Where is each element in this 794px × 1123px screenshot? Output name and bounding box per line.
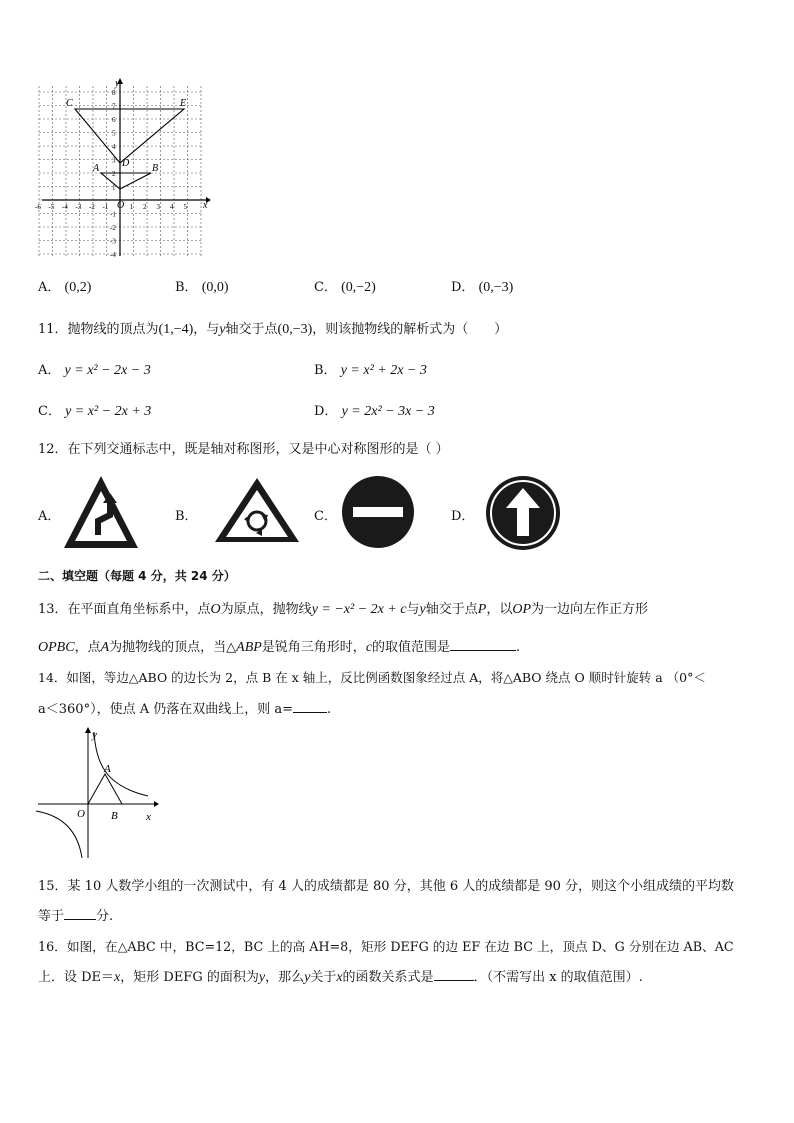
q13-answer-blank[interactable] <box>450 650 516 651</box>
q13-text: 为抛物线的顶点，当△ <box>109 640 237 655</box>
option-value: y = x² − 2x + 3 <box>65 404 152 419</box>
q10-coordinate-figure <box>35 78 215 259</box>
y-tick-labels <box>110 89 116 259</box>
q11-text-b: ，与 <box>193 322 220 337</box>
q13-text: 轴交于点 <box>425 602 478 617</box>
point-D-label: D <box>122 158 130 169</box>
origin-label: O <box>117 200 125 211</box>
q14-text: a＜360°），使点 A 仍落在双曲线上，则 a= <box>38 702 293 717</box>
q11-vertex: (1,−4) <box>158 322 194 337</box>
option-letter: A． <box>38 363 61 378</box>
y-tick-label: -4 <box>110 251 116 259</box>
point-a-label: A <box>104 763 111 775</box>
x-tick-label: -3 <box>75 203 82 211</box>
q16-var-x: x <box>114 970 121 985</box>
q11-axis: y <box>219 322 226 337</box>
q10-option-c[interactable] <box>314 276 376 296</box>
q15-text: 分. <box>96 909 114 924</box>
q10-option-b[interactable] <box>175 276 229 296</box>
q11-option-d[interactable] <box>314 400 435 420</box>
y-tick-label: 8 <box>112 89 116 97</box>
q13-point-p: P <box>477 602 487 617</box>
q16-text: ，那么 <box>265 970 305 985</box>
option-value: y = 2x² − 3x − 3 <box>341 404 435 419</box>
option-letter: D． <box>314 404 338 419</box>
option-letter: D． <box>451 280 475 295</box>
q16-line2 <box>38 966 643 986</box>
q16-text: 关于 <box>310 970 337 985</box>
q12-label-a[interactable]: A． <box>38 509 61 524</box>
point-A-label: A <box>93 163 100 174</box>
q14-line2 <box>38 698 331 717</box>
option-letter: A． <box>38 280 61 295</box>
q11-option-b[interactable] <box>314 359 427 379</box>
option-letter: C． <box>314 280 337 295</box>
q14-hyperbola-figure <box>36 726 160 858</box>
y-tick-label: 3 <box>112 156 116 165</box>
y-axis-label: y <box>115 78 120 89</box>
q14-answer-blank[interactable] <box>293 712 327 713</box>
q12-label-b[interactable]: B． <box>175 509 198 524</box>
option-value: (0,−2) <box>341 280 376 295</box>
q13-axis: y <box>419 602 426 617</box>
x-label: x <box>146 811 151 823</box>
y-tick-label: 4 <box>112 143 116 151</box>
q16-answer-blank[interactable] <box>434 980 474 981</box>
q13-text: 为一边向左作正方形 <box>531 602 649 617</box>
q12-label-c[interactable]: C． <box>314 509 337 524</box>
q13-text: 的取值范围是 <box>372 640 451 655</box>
option-value: (0,0) <box>201 280 229 295</box>
x-tick-label: -2 <box>89 203 95 211</box>
turn-sign-icon[interactable] <box>62 473 140 551</box>
y-tick-label: 1 <box>112 183 116 192</box>
option-value: (0,−3) <box>478 280 514 295</box>
no-entry-sign-icon[interactable] <box>340 474 416 550</box>
q16-text: 上．设 DE＝ <box>38 970 115 985</box>
q16-text: ．（不需写出 x 的取值范围）. <box>473 970 643 985</box>
x-axis-label: x <box>203 200 208 211</box>
q13-point-o: O <box>210 602 221 617</box>
option-letter: B． <box>314 363 337 378</box>
option-value: (0,2) <box>64 280 92 295</box>
q13-segment-op: OP <box>512 602 532 617</box>
q11-stem <box>38 318 507 338</box>
x-tick-label: 3 <box>156 203 160 211</box>
q13-parabola: y = −x² − 2x + c <box>311 602 407 617</box>
hyperbola-branch-q3 <box>36 811 82 858</box>
q11-option-a[interactable] <box>38 359 151 379</box>
point-B-label: B <box>152 163 159 174</box>
q14-line1: 14．如图，等边△ABO 的边长为 2，点 B 在 x 轴上，反比例函数图象经过点 A，将△ABO 绕点 O 顺时针旋转 a （0°＜ <box>38 670 706 685</box>
q13-text: ，以 <box>486 602 513 617</box>
hyperbola-branch-q1 <box>94 732 148 796</box>
q13-text: . <box>516 640 521 655</box>
x-tick-label: -4 <box>62 203 68 211</box>
q11-text-a: 11．抛物线的顶点为 <box>38 322 159 337</box>
x-tick-label: -6 <box>35 203 41 211</box>
point-E-label: E <box>180 98 187 109</box>
y-tick-label: -1 <box>110 210 116 219</box>
y-axis-arrow <box>85 727 91 733</box>
roundabout-sign-icon[interactable] <box>212 475 302 545</box>
y-tick-label: 5 <box>112 129 116 138</box>
y-label: y <box>92 729 97 741</box>
q13-triangle: ABP <box>236 640 262 655</box>
option-value: y = x² − 2x − 3 <box>64 363 151 378</box>
x-tick-label: -1 <box>102 203 109 211</box>
q16-text: ，矩形 DEFG 的面积为 <box>120 970 259 985</box>
x-tick-label: -5 <box>48 203 55 211</box>
q16-var-y: y <box>304 970 311 985</box>
y-tick-label: 2 <box>112 170 116 178</box>
q16-line1: 16．如图，在△ABC 中，BC=12，BC 上的高 AH=8，矩形 DEFG 的边 EF 在边 BC 上，顶点 D、G 分别在边 AB、AC <box>38 939 734 954</box>
large-triangle-CDE <box>75 109 184 163</box>
q15-line1: 15．某 10 人数学小组的一次测试中，有 4 人的成绩都是 80 分，其他 6 人的成绩都是 90 分，则这个小组成绩的平均数 <box>38 879 735 894</box>
x-tick-label: 5 <box>183 203 187 211</box>
q11-point: (0,−3) <box>277 322 313 337</box>
q13-var-c: c <box>365 640 373 655</box>
y-tick-label: -2 <box>110 224 116 232</box>
triangle-ABO <box>88 774 122 804</box>
q15-text: 等于 <box>38 909 65 924</box>
point-C-label: C <box>66 98 73 109</box>
q16-text: 的函数关系式是 <box>342 970 434 985</box>
section-heading: 二、填空题（每题 4 分，共 24 分） <box>38 569 236 583</box>
q13-square: OPBC <box>38 640 75 655</box>
q13-line2 <box>38 636 520 656</box>
q15-answer-blank[interactable] <box>64 919 96 920</box>
option-letter: B． <box>175 280 198 295</box>
origin-label: O <box>77 808 85 820</box>
option-value: y = x² + 2x − 3 <box>340 363 427 378</box>
q13-line1 <box>38 598 648 618</box>
q13-text: 13．在平面直角坐标系中，点 <box>38 602 211 617</box>
option-letter: C． <box>38 404 61 419</box>
q10-option-a[interactable] <box>38 276 91 296</box>
q16-var-x: x <box>336 970 343 985</box>
x-tick-label: 1 <box>129 203 133 211</box>
q13-text: 与 <box>406 602 420 617</box>
q11-text-c: 轴交于点 <box>225 322 278 337</box>
q13-point-a: A <box>100 640 110 655</box>
x-tick-label: 2 <box>143 203 147 211</box>
q13-text: 为原点，抛物线 <box>220 602 312 617</box>
x-axis-arrow <box>154 801 159 807</box>
y-tick-label: 6 <box>112 116 116 124</box>
y-tick-label: 7 <box>112 102 116 111</box>
q15-line2 <box>38 905 113 924</box>
point-b-label: B <box>111 810 118 822</box>
q11-text-d: ，则该抛物线的解析式为（ ） <box>312 322 508 337</box>
q16-var-y: y <box>258 970 266 985</box>
q10-option-d[interactable] <box>451 276 513 296</box>
q13-text: 是锐角三角形时， <box>261 640 366 655</box>
q13-text: ，点 <box>74 640 101 655</box>
q11-option-c[interactable] <box>38 400 151 420</box>
q14-text: . <box>327 702 332 717</box>
y-tick-label: -3 <box>110 237 116 246</box>
q12-stem: 12．在下列交通标志中，既是轴对称图形，又是中心对称图形的是（ ） <box>38 442 449 457</box>
q12-label-d[interactable]: D． <box>451 509 475 524</box>
straight-ahead-sign-icon[interactable] <box>484 474 562 552</box>
x-tick-label: 4 <box>170 203 174 211</box>
